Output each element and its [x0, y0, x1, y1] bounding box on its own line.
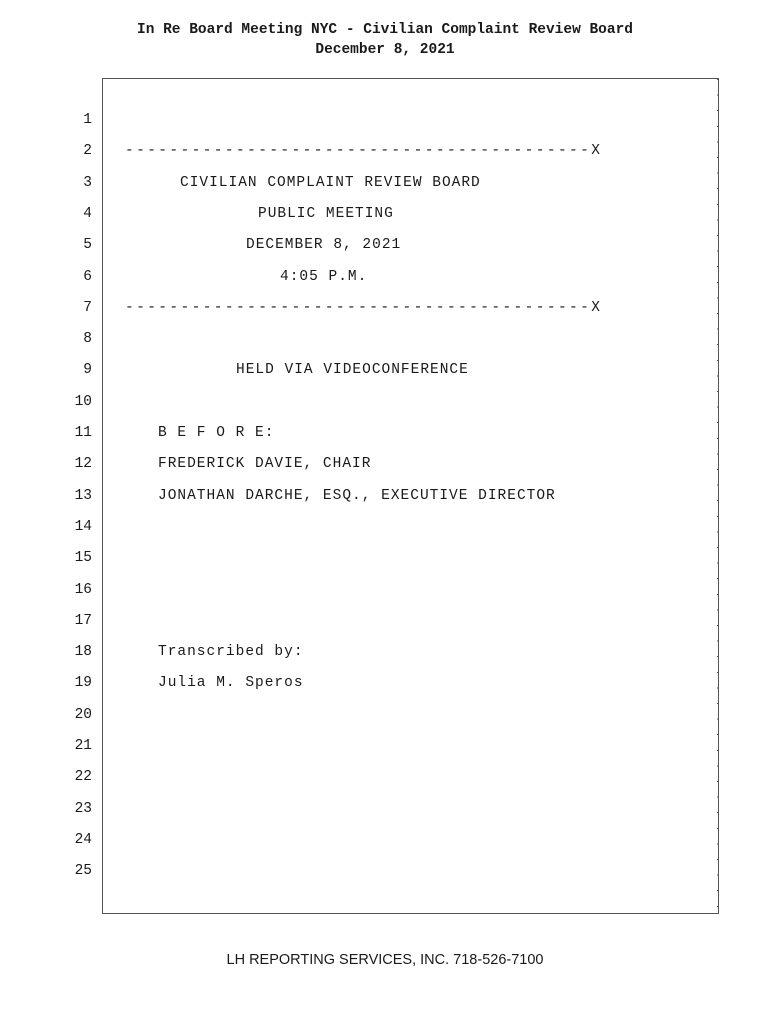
- line-number: 19: [74, 675, 92, 692]
- line-number: 2: [83, 143, 92, 160]
- transcript-line: [0, 392, 770, 412]
- line-text: ------------------------------------------X: [125, 299, 603, 316]
- line-number: 25: [74, 863, 92, 880]
- line-text: B E F O R E:: [158, 425, 275, 441]
- transcript-line: [0, 642, 770, 662]
- transcript-line: [0, 486, 770, 506]
- line-text: FREDERICK DAVIE, CHAIR: [158, 456, 372, 473]
- transcript-line: [0, 799, 770, 819]
- line-number: 8: [83, 331, 92, 348]
- line-number: 20: [74, 706, 92, 723]
- line-number: 9: [83, 362, 92, 379]
- line-number: 16: [74, 581, 92, 598]
- transcript-line: [0, 423, 770, 443]
- line-number: 12: [74, 456, 92, 473]
- transcript-line: [0, 673, 770, 693]
- transcript-line: [0, 830, 770, 850]
- transcript-line: [0, 298, 770, 318]
- transcript-line: [0, 329, 770, 349]
- line-number: 14: [74, 518, 92, 535]
- line-text: CIVILIAN COMPLAINT REVIEW BOARD: [180, 174, 481, 191]
- line-number: 1: [83, 112, 92, 128]
- transcript-line: [0, 110, 770, 130]
- line-number: 6: [83, 268, 92, 285]
- line-number: 5: [83, 237, 92, 254]
- line-number: 10: [74, 393, 92, 410]
- line-number: 22: [74, 769, 92, 786]
- line-number: 4: [83, 205, 92, 222]
- transcript-line: [0, 580, 770, 600]
- line-number: 3: [83, 174, 92, 191]
- line-text: ------------------------------------------X: [125, 143, 603, 160]
- line-number: 13: [74, 487, 92, 504]
- page-footer: LH REPORTING SERVICES, INC. 718-526-7100: [226, 952, 544, 968]
- transcript-line: [0, 736, 770, 756]
- header-date: December 8, 2021: [315, 42, 455, 58]
- line-number: 17: [74, 612, 92, 629]
- transcript-line: [0, 173, 770, 193]
- page-header: [0, 20, 770, 60]
- transcript-line: [0, 235, 770, 255]
- transcript-line: [0, 705, 770, 725]
- line-number: 7: [83, 299, 92, 316]
- transcript-line: [0, 861, 770, 881]
- line-number: 11: [74, 425, 92, 441]
- transcript-line: [0, 548, 770, 568]
- transcript-line: [0, 454, 770, 474]
- line-text: 4:05 P.M.: [280, 268, 368, 285]
- line-text: HELD VIA VIDEOCONFERENCE: [236, 362, 469, 379]
- line-number: 15: [74, 550, 92, 567]
- transcript-line: [0, 141, 770, 161]
- transcript-line: [0, 267, 770, 287]
- line-text: JONATHAN DARCHE, ESQ., EXECUTIVE DIRECTOR: [158, 487, 556, 504]
- line-text: PUBLIC MEETING: [258, 205, 394, 222]
- transcript-line: [0, 360, 770, 380]
- line-number: 21: [74, 738, 92, 754]
- line-number: 23: [74, 800, 92, 817]
- line-text: DECEMBER 8, 2021: [246, 237, 402, 254]
- transcript-line: [0, 767, 770, 787]
- line-number: 18: [74, 644, 92, 661]
- header-title: In Re Board Meeting NYC - Civilian Complaint Review Board: [137, 22, 633, 38]
- line-number: 24: [74, 831, 92, 848]
- line-text: Julia M. Speros: [158, 675, 304, 692]
- transcript-line: [0, 517, 770, 537]
- transcript-line: [0, 204, 770, 224]
- line-text: Transcribed by:: [158, 644, 304, 661]
- transcript-line: [0, 611, 770, 631]
